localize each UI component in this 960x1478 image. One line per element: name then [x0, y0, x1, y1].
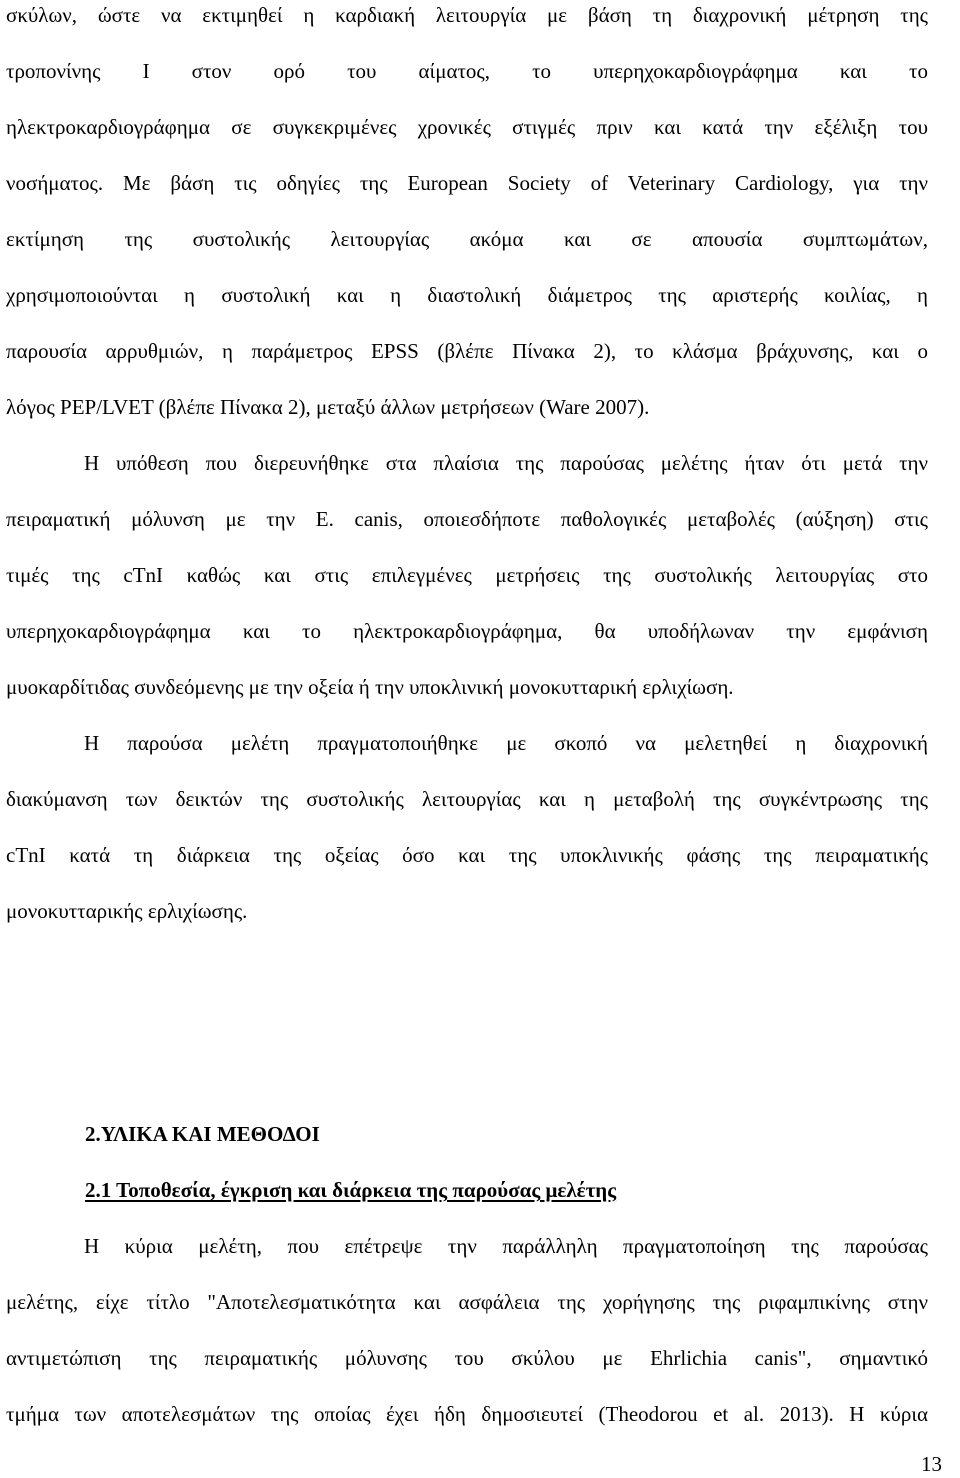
text-line: σκύλων, ώστε να εκτιμηθεί η καρδιακή λειτουργία με βάση τη διαχρονική μέτρηση της	[6, 3, 928, 27]
text-line: τροπονίνης I στον ορό του αίματος, το υπερηχοκαρδιογράφημα και το	[6, 59, 928, 83]
text-line: παρουσία αρρυθμιών, η παράμετρος EPSS (βλέπε Πίνακα 2), το κλάσμα βράχυνσης, και ο	[6, 339, 928, 363]
text-line: Η παρούσα μελέτη πραγματοποιήθηκε με σκοπό να μελετηθεί η διαχρονική	[84, 731, 928, 755]
text-line: εκτίμηση της συστολικής λειτουργίας ακόμα και σε απουσία συμπτωμάτων,	[6, 227, 928, 251]
section-heading: 2.ΥΛΙΚΑ ΚΑΙ ΜΕΘΟΔΟΙ	[85, 1122, 320, 1146]
page-number: 13	[921, 1452, 942, 1476]
text-line: τιμές της cTnI καθώς και στις επιλεγμένες μετρήσεις της συστολικής λειτουργίας στο	[6, 563, 928, 587]
text-line: διακύμανση των δεικτών της συστολικής λειτουργίας και η μεταβολή της συγκέντρωσης της	[6, 787, 928, 811]
text-line: μυοκαρδίτιδας συνδεόμενης με την οξεία ή την υποκλινική μονοκυτταρική ερλιχίωση.	[6, 675, 734, 699]
text-line: Η κύρια μελέτη, που επέτρεψε την παράλληλη πραγματοποίηση της παρούσας	[84, 1234, 928, 1258]
subsection-heading: 2.1 Τοποθεσία, έγκριση και διάρκεια της παρούσας μελέτης	[85, 1178, 617, 1202]
text-line: cTnI κατά τη διάρκεια της οξείας όσο και της υποκλινικής φάσης της πειραματικής	[6, 843, 928, 867]
text-line: πειραματική μόλυνση με την E. canis, οποιεσδήποτε παθολογικές μεταβολές (αύξηση) στις	[6, 507, 928, 531]
text-line: ηλεκτροκαρδιογράφημα σε συγκεκριμένες χρονικές στιγμές πριν και κατά την εξέλιξη του	[6, 115, 928, 139]
text-line: λόγος PEP/LVET (βλέπε Πίνακα 2), μεταξύ άλλων μετρήσεων (Ware 2007).	[6, 395, 650, 419]
text-line: αντιμετώπιση της πειραματικής μόλυνσης του σκύλου με Ehrlichia canis", σημαντικό	[6, 1346, 928, 1370]
text-line: Η υπόθεση που διερευνήθηκε στα πλαίσια της παρούσας μελέτης ήταν ότι μετά την	[84, 451, 928, 475]
text-line: νοσήματος. Με βάση τις οδηγίες της European Society of Veterinary Cardiology, για την	[6, 171, 928, 195]
text-line: χρησιμοποιούνται η συστολική και η διαστολική διάμετρος της αριστερής κοιλίας, η	[6, 283, 928, 307]
text-line: μελέτης, είχε τίτλο "Αποτελεσματικότητα και ασφάλεια της χορήγησης της ριφαμπικίνης στην	[6, 1290, 928, 1314]
text-line: υπερηχοκαρδιογράφημα και το ηλεκτροκαρδιογράφημα, θα υποδήλωναν την εμφάνιση	[6, 619, 928, 643]
text-line: μονοκυτταρικής ερλιχίωσης.	[6, 899, 248, 923]
text-line: τμήμα των αποτελεσμάτων της οποίας έχει ήδη δημοσιευτεί (Theodorou et al. 2013). Η κύρια	[6, 1402, 928, 1426]
